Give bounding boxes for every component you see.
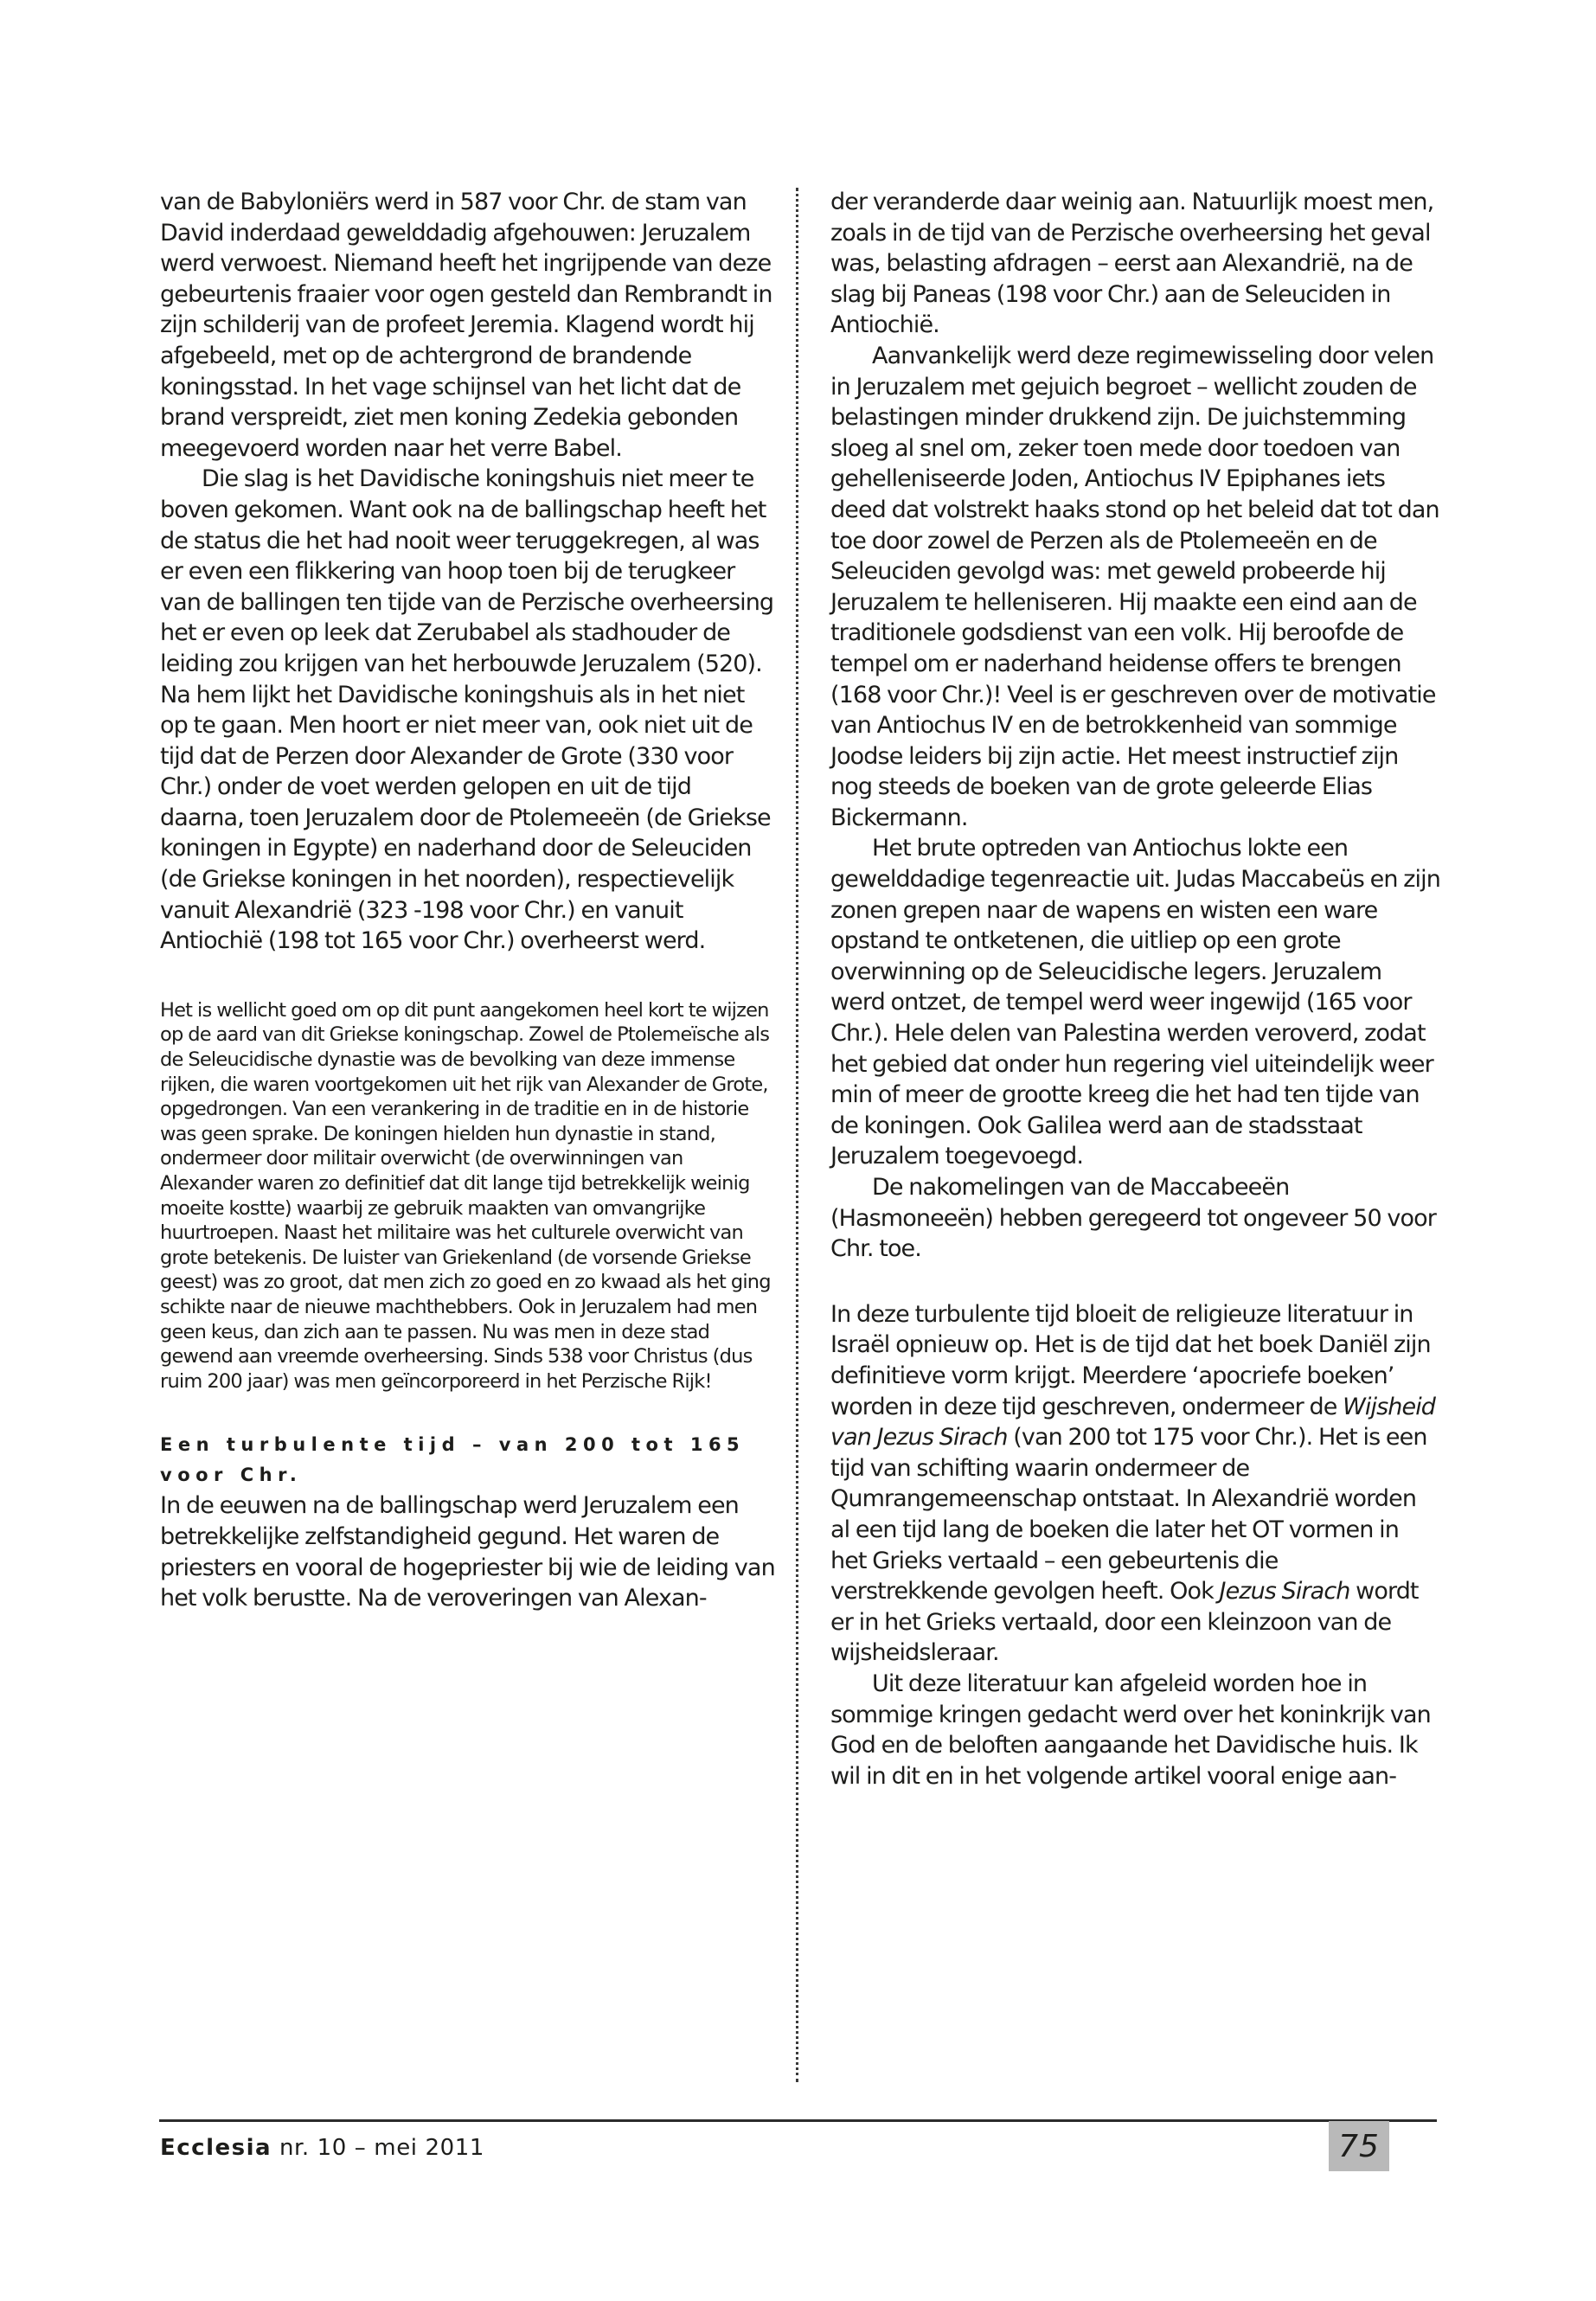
magazine-name: Ecclesia — [160, 2135, 272, 2161]
issue-info: nr. 10 – mei 2011 — [272, 2135, 485, 2161]
right-column — [830, 187, 1440, 1791]
page-number: 75 — [1338, 2128, 1380, 2164]
paragraph: Het brute optreden van Antiochus lokte een gewelddadige tegenreactie uit. Judas Maccabeüs en zijn zonen grepen naar de wapens en wisten een ware opstand te ontketenen, die uitliep op een grote overwinning op de Seleucidische legers. Jeruzalem werd ontzet, de tempel werd weer ingewijd (165 voor Chr.). Hele delen van Palestina werden veroverd, zodat het gebied dat onder hun regering viel uiteindelijk weer min of meer de grootte kreeg die het had ten tijde van de koningen. Ook Galilea werd aan de stadsstaat Jeruzalem toegevoegd. — [830, 835, 1440, 1170]
paragraph: In de eeuwen na de ballingschap werd Jeruzalem een betrekkelijke zelfstandigheid gegund. Het waren de priesters en vooral de hogepriester bij wie de leiding van het volk berustte. Na de veroveringen van Alexan- — [160, 1492, 775, 1612]
column-divider — [796, 188, 798, 2082]
section-heading: Een turbulente tijd – van 200 tot 165 voor Chr. — [160, 1434, 746, 1486]
paragraph: Uit deze literatuur kan afgeleid worden hoe in sommige kringen gedacht werd over het koninkrijk van God en de beloften aangaande het Davidische huis. Ik wil in dit en in het volgende artikel vooral enige aan- — [830, 1670, 1431, 1790]
text-run: In deze turbulente tijd bloeit de religieuze literatuur in Israël opnieuw op. Het is de tijd dat het boek Daniël zijn definitieve vorm krijgt. Meerdere ‘apocriefe boeken’ worden in deze tijd geschreven, ondermeer de — [830, 1300, 1431, 1420]
spacer — [160, 957, 776, 998]
aside-paragraph: Het is wellicht goed om op dit punt aangekomen heel kort te wijzen op de aard van dit Griekse koningschap. Zowel de Ptolemeïsche als de Seleucidische dynastie was de bevolking van deze immense rijken, die waren voortgekomen uit het rijk van Alexander de Grote, opgedrongen. Van een verankering in de traditie en in de historie was geen sprake. De koningen hielden hun dynastie in stand, ondermeer door militair overwicht (de overwinningen van Alexander waren zo definitief dat dit lange tijd betrekkelijk weinig moeite kostte) waarbij ze gebruik maakten van omvangrijke huurtroepen. Naast het militaire was het culturele overwicht van grote betekenis. De luister van Griekenland (de vorsende Griekse geest) was zo groot, dat men zich zo goed en zo kwaad als het ging schikte naar de nieuwe machthebbers. Ook in Jeruzalem had men geen keus, dan zich aan te passen. Nu was men in deze stad gewend aan vreemde overheersing. Sinds 538 voor Christus (dus ruim 200 jaar) was men geïncorporeerd in het Perzische Rijk! — [160, 998, 771, 1393]
paragraph: der veranderde daar weinig aan. Natuurlijk moest men, zoals in de tijd van de Perzische overheersing het geval was, belasting afdragen – eerst aan Alexandrië, na de slag bij Paneas (198 voor Chr.) aan de Seleuciden in Antiochië. — [830, 189, 1434, 339]
spacer — [830, 1265, 1440, 1299]
paragraph: De nakomelingen van de Maccabeeën (Hasmoneeën) hebben geregeerd tot ongeveer 50 voor Chr. toe. — [830, 1174, 1436, 1263]
footer-publication — [160, 2135, 484, 2161]
footer-rule — [159, 2119, 1437, 2122]
book-title: Wijsheid van Jezus Sirach — [830, 1393, 1436, 1452]
left-column — [160, 187, 776, 1614]
page-number-box — [1329, 2121, 1389, 2171]
spacer — [160, 1394, 776, 1430]
paragraph: Aanvankelijk werd deze regimewisseling door velen in Jeruzalem met gejuich begroet – wellicht zouden de belastingen minder drukkend zijn. De juichstemming sloeg al snel om, zeker toen mede door toedoen van gehelleniseerde Joden, Antiochus IV Epiphanes iets deed dat volstrekt haaks stond op het beleid dat tot dan toe door zowel de Perzen als de Ptolemeeën en de Seleuciden gevolgd was: met geweld probeerde hij Jeruzalem te helleniseren. Hij maakte een eind aan de traditionele godsdienst van een volk. Hij beroofde de tempel om er naderhand heidense offers te brengen (168 voor Chr.)! Veel is er geschreven over de motivatie van Antiochus IV en de betrokkenheid van sommige Joodse leiders bij zijn actie. Het meest instructief zijn nog steeds de boeken van de grote geleerde Elias Bickermann. — [830, 342, 1439, 831]
paragraph — [830, 1299, 1440, 1669]
paragraph: van de Babyloniërs werd in 587 voor Chr. de stam van David inderdaad gewelddadig afgehouwen: Jeruzalem werd verwoest. Niemand heeft het ingrijpende van deze gebeurtenis fraaier voor ogen gesteld dan Rembrandt in zijn schilderij van de profeet Jeremia. Klagend wordt hij afgebeeld, met op de achtergrond de brandende koningsstad. In het vage schijnsel van het licht dat de brand verspreidt, ziet men koning Zedekia gebonden meegevoerd worden naar het verre Babel. — [160, 189, 772, 462]
text-run: wordt er in het Grieks vertaald, door een kleinzoon van de wijsheidsleraar. — [830, 1578, 1419, 1667]
paragraph: Die slag is het Davidische koningshuis niet meer te boven gekomen. Want ook na de ballingschap heeft het de status die het had nooit weer teruggekregen, al was er even een flikkering van hoop toen bij de terugkeer van de ballingen ten tijde van de Perzische overheersing het er even op leek dat Zerubabel als stadhouder de leiding zou krijgen van het herbouwde Jeruzalem (520). Na hem lijkt het Davidische koningshuis als in het niet op te gaan. Men hoort er niet meer van, ook niet uit de tijd dat de Perzen door Alexander de Grote (330 voor Chr.) onder de voet werden gelopen en uit de tijd daarna, toen Jeruzalem door de Ptolemeeën (de Griekse koningen in Egypte) en naderhand door de Seleuciden (de Griekse koningen in het noorden), respectievelijk vanuit Alexandrië (323 -198 voor Chr.) en vanuit Antiochië (198 tot 165 voor Chr.) overheerst werd. — [160, 465, 774, 955]
book-title: Jezus Sirach — [1219, 1578, 1350, 1606]
text-run: (van 200 tot 175 voor Chr.). Het is een tijd van schifting waarin ondermeer de Qumrangemeenschap ontstaat. In Alexandrië worden al een tijd lang de boeken die later het OT vormen in het Grieks vertaald – een gebeurtenis die verstrekkende gevolgen heeft. Ook — [830, 1424, 1427, 1606]
